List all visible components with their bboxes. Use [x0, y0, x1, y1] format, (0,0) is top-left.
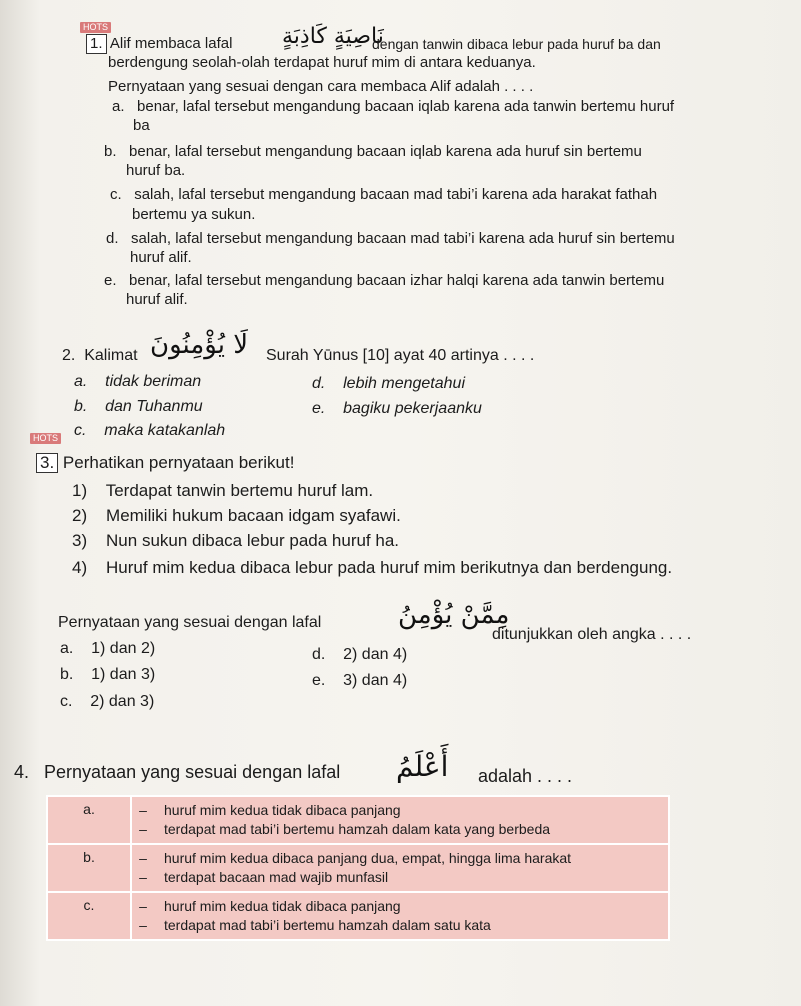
statement-text: Huruf mim kedua dibaca lebur pada huruf mim berikutnya dan berdengung.: [106, 558, 673, 577]
q4-arabic: أَعْلَمُ: [396, 750, 449, 783]
q3-option-b[interactable]: [60, 666, 155, 684]
q1-option-d[interactable]: [106, 230, 675, 247]
statement-number: 2): [72, 506, 88, 525]
option-letter: d.: [312, 375, 326, 392]
dash: –: [139, 821, 147, 837]
q2-option-b[interactable]: [74, 398, 203, 416]
option-text: 3) dan 4): [343, 672, 408, 689]
option-letter: a.: [74, 373, 88, 390]
q1-text-a: Alif membaca lafal: [109, 35, 233, 52]
q4-text-b: adalah . . . .: [478, 766, 573, 786]
option-letter: e.: [104, 272, 117, 289]
q3-arabic: مِمَّنْ يُؤْمِنُ: [398, 600, 510, 630]
statement-text: Terdapat tanwin bertemu huruf lam.: [105, 481, 374, 500]
option-text: salah, lafal tersebut mengandung bacaan mad tabi’i karena ada huruf sin bertemu: [131, 230, 675, 247]
dash: –: [139, 869, 147, 885]
option-line: terdapat mad tabi’i bertemu hamzah dalam kata yang berbeda: [164, 821, 551, 837]
q1-prompt: Pernyataan yang sesuai dengan cara membaca Alif adalah . . . .: [108, 78, 534, 95]
q1-option-c-cont: bertemu ya sukun.: [132, 206, 256, 223]
q3-option-c[interactable]: [60, 693, 154, 711]
q3-option-e[interactable]: [312, 672, 407, 690]
option-line: huruf mim kedua dibaca panjang dua, empat, hingga lima harakat: [164, 850, 572, 866]
option-text: tidak beriman: [105, 373, 202, 390]
q1-number: 1.: [86, 34, 107, 54]
option-letter: d.: [312, 646, 326, 663]
option-line: huruf mim kedua tidak dibaca panjang: [164, 898, 401, 914]
option-letter: e.: [312, 672, 326, 689]
option-text: 2) dan 3): [90, 693, 155, 710]
q1-line2: berdengung seolah-olah terdapat huruf mim di antara keduanya.: [108, 54, 536, 71]
option-text: benar, lafal tersebut mengandung bacaan iqlab karena ada tanwin bertemu huruf: [137, 98, 675, 115]
q1-option-b[interactable]: [104, 143, 642, 160]
q3-option-d[interactable]: [312, 646, 407, 664]
dash: –: [139, 802, 147, 818]
statement-number: 1): [72, 481, 88, 500]
q3-statement: [72, 506, 401, 526]
option-letter: a.: [112, 98, 125, 115]
q2-kalimat: Kalimat: [84, 347, 138, 364]
q4-option-c[interactable]: [47, 892, 669, 940]
dash: –: [139, 917, 147, 933]
option-text: 1) dan 3): [91, 666, 156, 683]
option-text: bagiku pekerjaanku: [343, 400, 482, 417]
q4-prompt: Pernyataan yang sesuai dengan lafal: [44, 762, 341, 782]
option-letter: c.: [74, 422, 87, 439]
option-letter: b.: [74, 398, 88, 415]
option-text: salah, lafal tersebut mengandung bacaan mad tabi’i karena ada harakat fathah: [134, 186, 658, 203]
option-text: lebih mengetahui: [343, 375, 465, 392]
q1-option-c[interactable]: [110, 186, 657, 203]
q2-number: 2.: [62, 347, 76, 364]
q1-option-b-cont: huruf ba.: [126, 162, 186, 179]
q1-option-e[interactable]: [104, 272, 664, 289]
option-line: terdapat mad tabi’i bertemu hamzah dalam satu kata: [164, 917, 491, 933]
option-text: dan Tuhanmu: [105, 398, 203, 415]
q3-statement: [72, 481, 373, 501]
q1-text-b: dengan tanwin dibaca lebur pada huruf ba dan: [372, 36, 661, 52]
q2-arabic: لَا يُؤْمِنُونَ: [150, 330, 249, 360]
option-text: 2) dan 4): [343, 646, 408, 663]
option-letter: c.: [60, 693, 73, 710]
hots-badge: HOTS: [30, 433, 61, 444]
option-body: [131, 892, 669, 940]
q2-option-a[interactable]: [74, 373, 201, 391]
q2-option-c[interactable]: [74, 422, 225, 440]
q1-option-a[interactable]: [112, 98, 674, 115]
q2-option-e[interactable]: [312, 400, 482, 418]
q1-option-d-cont: huruf alif.: [130, 249, 192, 266]
option-letter: b.: [47, 844, 131, 892]
q2-text-a: [62, 347, 138, 365]
option-text: benar, lafal tersebut mengandung bacaan iqlab karena ada huruf sin bertemu: [129, 143, 642, 160]
option-letter: c.: [47, 892, 131, 940]
q4-option-a[interactable]: [47, 796, 669, 844]
q3-statement: [72, 558, 672, 578]
q3-title-row: [36, 453, 294, 473]
dash: –: [139, 898, 147, 914]
q2-text-b: Surah Yūnus [10] ayat 40 artinya . . . .: [266, 347, 535, 364]
q3-statement: [72, 531, 399, 551]
option-body: [131, 796, 669, 844]
q3-title: Perhatikan pernyataan berikut!: [62, 453, 295, 472]
hots-badge: HOTS: [80, 22, 111, 33]
option-letter: a.: [60, 640, 74, 657]
statement-number: 4): [72, 558, 88, 577]
q4-option-b[interactable]: [47, 844, 669, 892]
option-line: huruf mim kedua tidak dibaca panjang: [164, 802, 401, 818]
dash: –: [139, 850, 147, 866]
q1-option-e-cont: huruf alif.: [126, 291, 188, 308]
option-letter: b.: [60, 666, 74, 683]
option-text: benar, lafal tersebut mengandung bacaan izhar halqi karena ada tanwin bertemu: [129, 272, 665, 289]
q3-prompt-a: Pernyataan yang sesuai dengan lafal: [58, 614, 322, 631]
option-letter: b.: [104, 143, 117, 160]
q3-option-a[interactable]: [60, 640, 155, 658]
option-text: maka katakanlah: [104, 422, 226, 439]
option-letter: d.: [106, 230, 119, 247]
option-letter: a.: [47, 796, 131, 844]
q3-number: 3.: [36, 453, 58, 473]
statement-text: Nun sukun dibaca lebur pada huruf ha.: [106, 531, 400, 550]
q1-option-a-cont: ba: [133, 117, 150, 134]
q4-options-table: [46, 795, 670, 941]
option-body: [131, 844, 669, 892]
q2-option-d[interactable]: [312, 375, 465, 393]
statement-number: 3): [72, 531, 88, 550]
statement-text: Memiliki hukum bacaan idgam syafawi.: [106, 506, 401, 525]
q1-arabic: نَاصِيَةٍ كَاذِبَةٍ: [282, 24, 384, 49]
q4-number: 4.: [14, 762, 30, 782]
option-letter: e.: [312, 400, 326, 417]
option-letter: c.: [110, 186, 122, 203]
option-line: terdapat bacaan mad wajib munfasil: [164, 869, 389, 885]
q3-prompt-b: ditunjukkan oleh angka . . . .: [492, 626, 692, 643]
option-text: 1) dan 2): [91, 640, 156, 657]
q4-text-a: [14, 762, 340, 783]
q1-line1: [86, 34, 232, 54]
